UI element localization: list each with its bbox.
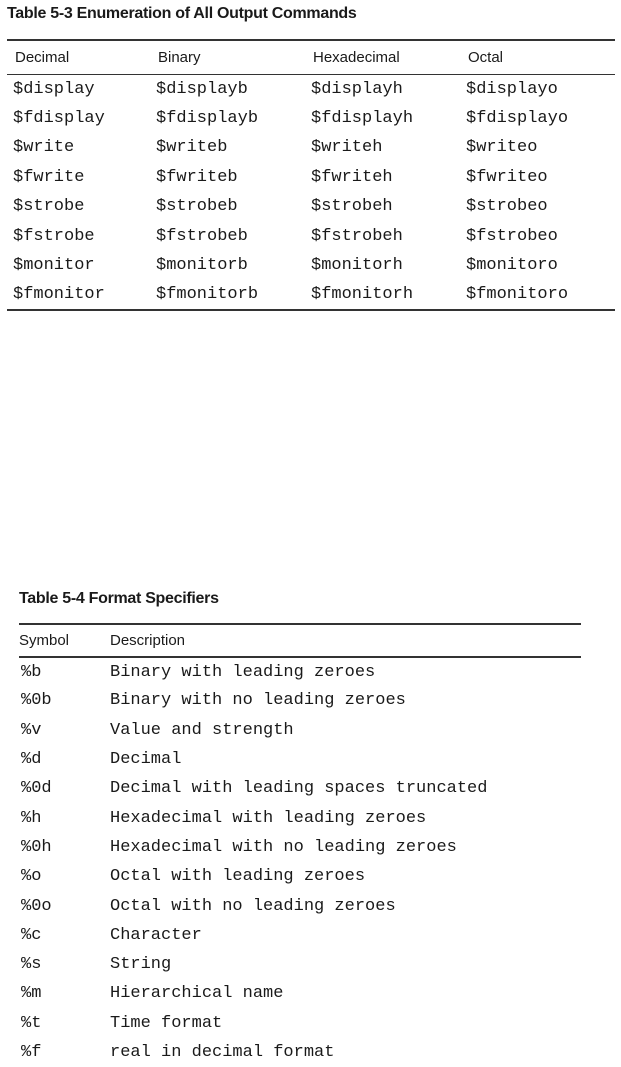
table-cell: $monitorb [156, 256, 248, 276]
table-cell: Time format [110, 1013, 223, 1033]
table-cell: %t [21, 1013, 42, 1033]
column-header: Octal [460, 40, 615, 74]
table-cell: Decimal [110, 750, 182, 770]
table-cell: $fwrite [13, 167, 85, 187]
table-cell: $fstrobe [13, 226, 95, 246]
table-cell: $displayh [311, 79, 403, 99]
table-cell: $writeo [466, 138, 538, 158]
table-cell: $monitorh [311, 256, 403, 276]
table-row [19, 833, 581, 862]
table-cell: %f [21, 1043, 42, 1062]
table-cell: $displayb [156, 79, 248, 99]
table-cell: Octal with leading zeroes [110, 867, 366, 887]
table-row [7, 104, 615, 134]
table-row [7, 133, 615, 163]
table-cell: $fdisplayo [466, 108, 569, 128]
table-cell: Decimal with leading spaces truncated [110, 779, 488, 799]
column-header: Binary [150, 40, 305, 74]
table-row [7, 74, 615, 104]
table-cell: $fstrobeh [311, 226, 403, 246]
format-specifiers-table [19, 623, 581, 1067]
table-cell: $write [13, 138, 75, 158]
table-cell: $writeb [156, 138, 228, 158]
table-cell: $fdisplay [13, 108, 105, 128]
table-row [19, 1038, 581, 1067]
table-row [19, 891, 581, 920]
table-5-4-caption: Table 5-4 Format Specifiers [19, 590, 219, 607]
column-header: Symbol [19, 624, 110, 657]
table-cell: $fmonitorb [156, 285, 259, 305]
table-cell: %c [21, 925, 42, 945]
table-cell: %0h [21, 837, 52, 857]
table-cell: $writeh [311, 138, 383, 158]
table-cell: $fwriteh [311, 167, 393, 187]
table-cell: Binary with leading zeroes [110, 662, 376, 682]
table-cell: Octal with no leading zeroes [110, 896, 396, 916]
table-cell: $displayo [466, 79, 558, 99]
column-header: Decimal [7, 40, 150, 74]
table-row [19, 686, 581, 715]
column-header: Description [110, 624, 581, 657]
table-cell: $strobe [13, 197, 85, 217]
output-commands-table [7, 39, 615, 311]
table-cell: $fmonitor [13, 285, 105, 305]
table-header-row [19, 624, 581, 657]
table-cell: $strobeh [311, 197, 393, 217]
table-cell: %b [21, 662, 42, 682]
table-cell: %m [21, 984, 42, 1004]
table-cell: $fmonitoro [466, 285, 569, 305]
table-cell: $strobeb [156, 197, 238, 217]
table-header-row [7, 40, 615, 74]
table-cell: String [110, 955, 172, 975]
table-cell: %h [21, 808, 42, 828]
table-5-3-caption: Table 5-3 Enumeration of All Output Commands [7, 5, 357, 22]
table-cell: %o [21, 867, 42, 887]
table-cell: $fstrobeb [156, 226, 248, 246]
table-row [7, 192, 615, 222]
table-cell: %0o [21, 896, 52, 916]
table-row [7, 163, 615, 193]
table-row [19, 1009, 581, 1038]
table-cell: real in decimal format [110, 1043, 335, 1062]
table-row [19, 979, 581, 1008]
table-row [19, 921, 581, 950]
table-cell: $fstrobeo [466, 226, 558, 246]
table-cell: $fmonitorh [311, 285, 414, 305]
table-row [19, 803, 581, 832]
table-cell: %s [21, 955, 42, 975]
table-cell: Hexadecimal with no leading zeroes [110, 837, 457, 857]
table-cell: $monitoro [466, 256, 558, 276]
table-cell: $monitor [13, 256, 95, 276]
table-row [19, 774, 581, 803]
table-cell: $fdisplayb [156, 108, 259, 128]
table-row [7, 222, 615, 252]
table-row [19, 745, 581, 774]
table-cell: $fwriteo [466, 167, 548, 187]
table-cell: Character [110, 925, 202, 945]
column-header: Hexadecimal [305, 40, 460, 74]
table-row [19, 950, 581, 979]
table-row [7, 281, 615, 311]
table-row [19, 862, 581, 891]
table-row [19, 657, 581, 686]
table-cell: Hierarchical name [110, 984, 284, 1004]
table-row [7, 251, 615, 281]
table-cell: %0b [21, 691, 52, 711]
table-cell: $fwriteb [156, 167, 238, 187]
table-cell: %v [21, 720, 42, 740]
table-cell: $fdisplayh [311, 108, 414, 128]
table-row [19, 716, 581, 745]
table-cell: %d [21, 750, 42, 770]
table-cell: Binary with no leading zeroes [110, 691, 406, 711]
table-cell: %0d [21, 779, 52, 799]
table-cell: $strobeo [466, 197, 548, 217]
table-cell: $display [13, 79, 95, 99]
table-cell: Value and strength [110, 720, 294, 740]
table-cell: Hexadecimal with leading zeroes [110, 808, 427, 828]
